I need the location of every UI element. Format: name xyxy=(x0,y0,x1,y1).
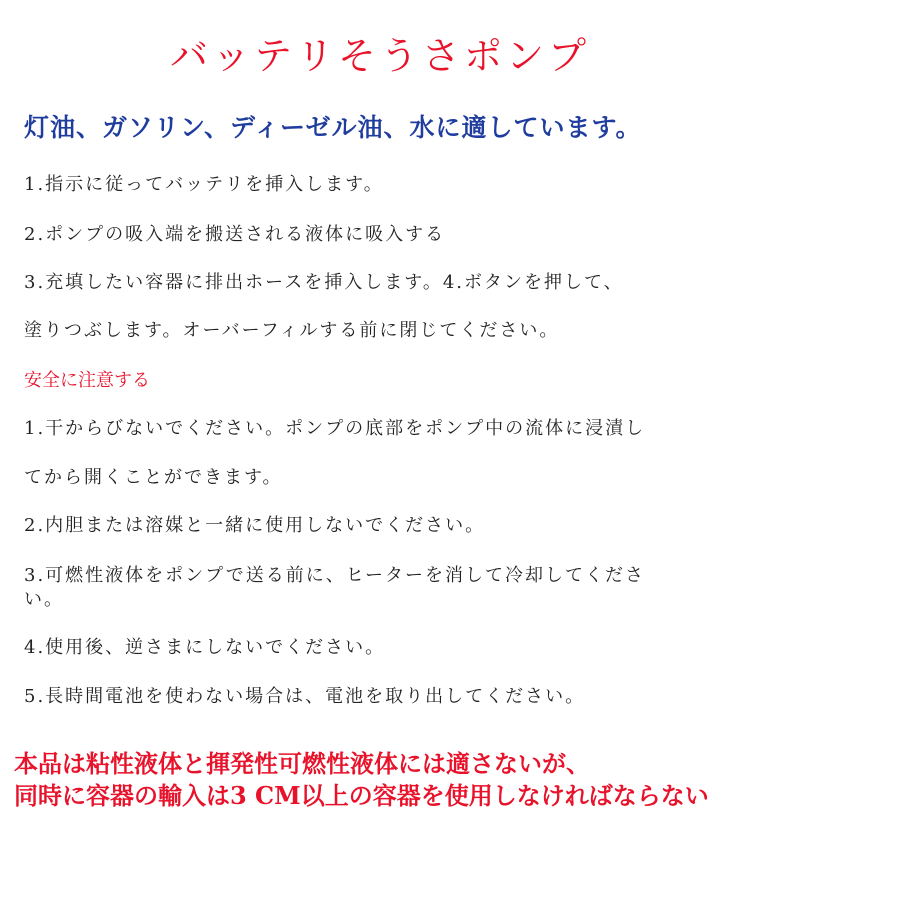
instruction-step-1: 1.指示に従ってバッテリを挿入します。 xyxy=(24,174,384,195)
instruction-step-4-continued: 塗りつぶします。オーバーフィルする前に閉じてください。 xyxy=(24,320,560,341)
page-title: バッテリそうさポンプ xyxy=(169,34,590,78)
warning-line-2: 同時に容器の輸入は3 CM以上の容器を使用しなければならない xyxy=(14,781,709,810)
instruction-step-3-4: 3.充填したい容器に排出ホースを挿入します。4.ボタンを押して、 xyxy=(24,272,624,293)
safety-caution-heading: 安全に注意する xyxy=(24,370,150,391)
caution-item-1-continued: てから開くことができます。 xyxy=(24,467,283,488)
caution-item-2: 2.内胆または溶媒と一緒に使用しないでください。 xyxy=(24,515,486,536)
instruction-step-2: 2.ポンプの吸入端を搬送される液体に吸入する xyxy=(24,224,446,245)
caution-item-5: 5.長時間電池を使わない場合は、電池を取り出してください。 xyxy=(24,686,586,707)
warning-line-1: 本品は粘性液体と揮発性可燃性液体には適さないが、 xyxy=(14,749,590,778)
caution-item-3: 3.可燃性液体をポンプで送る前に、ヒーターを消して冷却してください。 xyxy=(24,565,645,610)
suitable-liquids-subtitle: 灯油、ガソリン、ディーゼル油、水に適しています。 xyxy=(24,113,642,142)
caution-item-4: 4.使用後、逆さまにしないでください。 xyxy=(24,637,386,658)
caution-item-1: 1.干からびないでください。ポンプの底部をポンプ中の流体に浸漬し xyxy=(24,418,646,439)
